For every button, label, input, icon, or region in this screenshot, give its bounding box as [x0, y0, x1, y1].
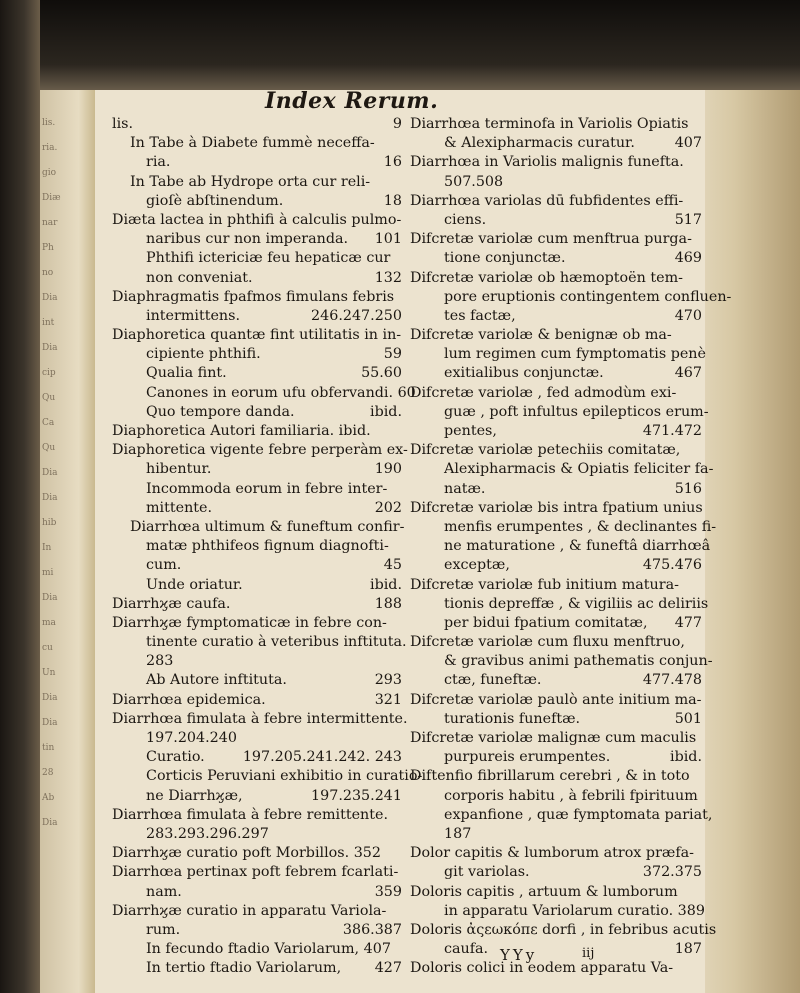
index-entry [410, 556, 702, 575]
index-entry [410, 767, 702, 786]
entry-text: Diarrhœa epidemica. [112, 691, 266, 708]
entry-text: purpureis erumpentes. [444, 749, 611, 766]
entry-text: Phthifi ictericiæ feu hepaticæ cur [146, 250, 391, 267]
index-entry [410, 671, 702, 690]
index-entry [112, 691, 402, 710]
index-entry [112, 556, 402, 575]
index-entry [410, 537, 711, 556]
index-entry [410, 288, 732, 307]
entry-text: In Tabe à Diabete fummè neceffa- [130, 135, 375, 152]
index-entry [112, 959, 402, 978]
index-entry [112, 518, 405, 537]
page-reference: 190 [374, 461, 402, 478]
bleed-fragment: Dia [42, 593, 58, 603]
bleed-fragment: int [42, 318, 55, 328]
page-reference: 18 [383, 192, 402, 209]
index-entry [112, 115, 402, 134]
entry-text: Difcretæ variolæ bis intra fpatium unius [410, 499, 703, 516]
entry-text: Incommoda eorum in febre inter- [146, 480, 388, 497]
entry-text: Doloris colici in eodem apparatu Va- [410, 960, 674, 977]
entry-text: lis. [112, 116, 134, 132]
index-entry [112, 364, 402, 383]
page-reference: 407 [674, 135, 702, 152]
entry-text: turationis funeftæ. [444, 710, 581, 727]
index-entry [112, 230, 402, 249]
page-reference: 517 [674, 211, 702, 228]
index-entry [112, 595, 402, 614]
entry-text: gioſè abſtinendum. [146, 192, 284, 209]
index-entry [112, 441, 408, 460]
index-entry [410, 883, 702, 902]
bleed-fragment: ma [42, 618, 56, 628]
catchword: YYy [500, 946, 538, 964]
entry-text: Ab Autore inftituta. [146, 672, 287, 689]
index-entry [410, 345, 706, 364]
entry-text: rum. [146, 921, 181, 938]
entry-text: Doloris ἀςεωκόπε dorfi , in febribus acutis [410, 921, 717, 938]
entry-text: natæ. [444, 480, 486, 497]
page-reference: 197.205.241.242. 243 [242, 749, 402, 766]
entry-text: matæ phthifeos fignum diagnofti- [146, 538, 389, 555]
entry-text: Difcretæ variolæ paulò ante initium ma- [410, 691, 702, 708]
entry-text: Diarrhϗæ caufa. [112, 595, 231, 612]
bleed-fragment: hib [42, 518, 57, 528]
entry-text: pentes, [444, 423, 497, 439]
bleed-fragment: Ab [42, 793, 55, 803]
page-reference: 469 [674, 250, 702, 267]
index-entry [410, 902, 705, 921]
index-entry [112, 614, 402, 633]
entry-text: naribus cur non imperanda. [146, 231, 349, 248]
entry-text: menfis erumpentes , & declinantes fi- [444, 518, 717, 535]
entry-text: git variolas. [444, 864, 530, 881]
index-entry [410, 710, 702, 729]
page-reference: 386.387 [342, 921, 402, 938]
entry-text: In tertio ftadio Variolarum, [146, 960, 342, 977]
page-reference: 471.472 [642, 423, 702, 439]
index-entry [112, 326, 402, 345]
page-reference: 55.60 [361, 365, 402, 382]
entry-text: lum regimen cum fymptomatis penè [444, 346, 706, 363]
index-entry [410, 422, 702, 441]
index-entry [410, 192, 702, 211]
entry-text: nam. [146, 883, 182, 900]
index-entry [410, 921, 717, 940]
page-reference: 475.476 [642, 557, 702, 574]
page-reference: 16 [383, 154, 402, 171]
entry-text: ria. [146, 154, 171, 171]
entry-text: Difcretæ variolæ cum fluxu menftruo, [410, 634, 685, 651]
index-entry [112, 806, 402, 825]
index-entry [410, 307, 702, 326]
index-entry [112, 134, 402, 153]
entry-text: non conveniat. [146, 269, 253, 286]
entry-text: ne maturatione , & funeftâ diarrhœâ [444, 538, 711, 555]
bleed-fragment: tin [42, 743, 55, 753]
entry-text: Diarrhϗæ curatio poft Morbillos. 352 [112, 845, 381, 862]
entry-text: Diaphragmatis fpafmos fimulans febris [112, 288, 395, 305]
entry-text: tione conjunctæ. [444, 250, 566, 267]
index-entry [112, 671, 402, 690]
page-reference: 132 [374, 269, 402, 286]
entry-text: In Tabe ab Hydrope orta cur reli- [130, 173, 371, 190]
entry-text: tionis depreffæ , & vigiliis ac deliriis [444, 595, 709, 612]
index-entry [410, 940, 702, 959]
index-entry [112, 844, 402, 863]
entry-text: Diæta lactea in phthifi à calculis pulmo- [112, 211, 402, 228]
bleed-fragment: Dia [42, 693, 58, 703]
index-entry [112, 902, 402, 921]
index-entry [112, 921, 402, 940]
index-entry [112, 269, 402, 288]
index-entry [112, 787, 402, 806]
index-entry [112, 153, 402, 172]
bleed-fragment: gio [42, 168, 57, 178]
index-entry [112, 825, 402, 844]
index-entry [410, 652, 713, 671]
index-entry [410, 576, 702, 595]
page-reference: 59 [383, 346, 402, 363]
bleed-fragment: mi [42, 568, 54, 578]
entry-text: Diarrhœa fimulata à febre intermittente. [112, 710, 408, 727]
bleed-fragment: no [42, 268, 54, 278]
bleed-fragment: Un [42, 668, 56, 678]
entry-text: Diarrhœa pertinax poft febrem fcarlati- [112, 864, 399, 881]
running-head: Index Rerum. [265, 88, 439, 114]
index-entry [410, 844, 702, 863]
index-entry [410, 326, 702, 345]
entry-text: Dolor capitis & lumborum atrox præfa- [410, 845, 694, 862]
entry-text: Qualia fint. [146, 365, 227, 382]
page-reference: 246.247.250 [311, 307, 402, 324]
entry-text: Diarrhœa terminofa in Variolis Opiatis [410, 116, 689, 132]
entry-text: exitialibus conjunctæ. [444, 365, 604, 382]
facing-page-bleed [40, 90, 95, 993]
index-entry [112, 499, 402, 518]
index-entry [410, 518, 717, 537]
signature-mark: iij [582, 946, 595, 961]
bleed-fragment: Dia [42, 718, 58, 728]
index-entry [112, 173, 402, 192]
index-entry [112, 288, 402, 307]
bleed-fragment: cip [42, 368, 56, 378]
index-entry [410, 230, 702, 249]
index-entry [410, 806, 713, 825]
index-entry [410, 153, 702, 172]
entry-text: Alexipharmacis & Opiatis feliciter fa- [444, 461, 714, 478]
index-entry [410, 499, 702, 518]
index-entry [112, 537, 402, 556]
index-entry [410, 384, 702, 403]
bleed-fragment: Dia [42, 818, 58, 828]
bleed-fragment: Dia [42, 493, 58, 503]
entry-text: mittente. [146, 499, 213, 516]
entry-text: ne Diarrhϗæ, [146, 787, 243, 804]
bleed-fragment: nar [42, 218, 58, 228]
page-reference: 467 [674, 365, 702, 382]
index-entry [112, 384, 416, 403]
index-entry [410, 115, 702, 134]
page-reference: ibid. [370, 576, 402, 593]
entry-text: corporis habitu , à febrili fpirituum [444, 787, 698, 804]
index-entry [410, 364, 702, 383]
index-entry [112, 652, 402, 671]
index-entry [410, 748, 702, 767]
page-reference: 372.375 [642, 864, 702, 881]
page-reference: 45 [383, 557, 402, 574]
index-entry [112, 403, 402, 422]
bleed-fragment: Qu [42, 443, 56, 453]
entry-text: 283 [146, 653, 174, 670]
entry-text: Diarrhϗæ curatio in apparatu Variola- [112, 902, 387, 919]
entry-text: Diftenfio fibrillarum cerebri , & in toto [410, 768, 690, 785]
index-entry [112, 249, 402, 268]
page-reference: 187 [674, 941, 702, 958]
index-entry [410, 595, 709, 614]
entry-text: guæ , poft infultus epilepticos erum- [444, 403, 709, 420]
index-entry [112, 422, 402, 441]
entry-text: 187 [444, 825, 472, 842]
entry-text: Difcretæ variolæ fub initium matura- [410, 576, 679, 593]
entry-text: 507.508 [444, 173, 504, 190]
bleed-fragment: 28 [42, 768, 54, 778]
entry-text: Difcretæ variolæ & benignæ ob ma- [410, 327, 672, 344]
index-entry [410, 249, 702, 268]
entry-text: Curatio. [146, 749, 205, 766]
page-reference: 477.478 [642, 672, 702, 689]
page-reference: 202 [374, 499, 402, 516]
index-entry [410, 691, 702, 710]
bleed-fragment: cu [42, 643, 53, 653]
entry-text: 283.293.296.297 [146, 825, 269, 842]
index-entry [112, 460, 402, 479]
entry-text: Diarrhϗæ fymptomaticæ in febre con- [112, 614, 387, 631]
page-reference: 427 [374, 960, 402, 977]
bleed-fragment: Ca [42, 418, 55, 428]
index-entry [112, 345, 402, 364]
index-entry [410, 863, 702, 882]
index-entry [112, 729, 402, 748]
index-entry [410, 211, 702, 230]
entry-text: Diarrhœa in Variolis malignis funefta. [410, 154, 684, 171]
entry-text: hibentur. [146, 461, 212, 478]
page-reference: 470 [674, 307, 702, 324]
bleed-fragment: Dia [42, 343, 58, 353]
bleed-fragment: Dia [42, 293, 58, 303]
entry-text: in apparatu Variolarum curatio. 389 [444, 902, 705, 919]
index-entry [410, 460, 714, 479]
entry-text: cipiente phthifi. [146, 346, 261, 363]
top-shadow [40, 0, 800, 92]
index-entry [112, 192, 402, 211]
entry-text: caufa. [444, 941, 489, 958]
bleed-fragment: Dia [42, 468, 58, 478]
index-entry [112, 480, 402, 499]
page-reference: 188 [374, 595, 402, 612]
page-reference: 359 [374, 883, 402, 900]
index-entry [112, 576, 402, 595]
entry-text: Corticis Peruviani exhibitio in curatio- [146, 768, 423, 785]
entry-text: Difcretæ variolæ , fed admodùm exi- [410, 384, 677, 401]
entry-text: expanfione , quæ fymptomata pariat, [444, 806, 713, 823]
index-entry [112, 940, 402, 959]
entry-text: In fecundo ftadio Variolarum, 407 [146, 941, 391, 958]
entry-text: Diaphoretica vigente febre perperàm ex- [112, 442, 408, 459]
index-entry [410, 441, 702, 460]
entry-text: cum. [146, 557, 182, 574]
index-entry [410, 269, 702, 288]
bleed-fragment: Diæ [42, 193, 61, 203]
entry-text: Diarrhœa fimulata à febre remittente. [112, 806, 388, 823]
index-entry [112, 211, 402, 230]
entry-text: Difcretæ variolæ petechiis comitatæ, [410, 442, 681, 459]
entry-text: Difcretæ variolæ cum menftrua purga- [410, 231, 692, 248]
bleed-fragment: lis. [42, 118, 56, 128]
entry-text: Diaphoretica Autori familiaria. ibid. [112, 423, 371, 439]
entry-text: Quo tempore danda. [146, 403, 295, 420]
book-gutter-shadow [0, 0, 40, 993]
entry-text: Diaphoretica quantæ fint utilitatis in in- [112, 327, 402, 344]
entry-text: per bidui fpatium comitatæ, [444, 614, 648, 631]
index-column-left [112, 115, 423, 978]
index-entry [410, 729, 702, 748]
index-entry [112, 633, 407, 652]
bleed-fragment: ria. [42, 143, 58, 153]
index-entry [410, 633, 702, 652]
entry-text: exceptæ, [444, 557, 510, 574]
entry-text: tinente curatio à veteribus inftituta. [146, 634, 407, 651]
page-reference: 293 [374, 672, 402, 689]
entry-text: ctæ, funeftæ. [444, 672, 542, 689]
entry-text: tes factæ, [444, 307, 516, 324]
page-reference: 516 [674, 480, 702, 497]
page-reference: ibid. [670, 749, 702, 766]
index-entry [112, 767, 423, 786]
index-entry [410, 825, 702, 844]
entry-text: & gravibus animi pathematis conjun- [444, 653, 713, 670]
index-entry [410, 480, 702, 499]
page-reference: ibid. [370, 403, 402, 420]
page-reference: 321 [374, 691, 402, 708]
page-reference: 9 [392, 116, 402, 132]
bleed-fragment: Ph [42, 243, 54, 253]
entry-text: ciens. [444, 211, 487, 228]
index-entry [112, 748, 402, 767]
index-entry [410, 787, 702, 806]
entry-text: Unde oriatur. [146, 576, 243, 593]
index-column-right [410, 115, 732, 978]
page-reference: 501 [674, 710, 702, 727]
index-entry [112, 710, 408, 729]
entry-text: Canones in eorum ufu obfervandi. 60 [146, 384, 416, 401]
page-reference: 197.235.241 [311, 787, 402, 804]
index-entry [410, 134, 702, 153]
entry-text: 197.204.240 [146, 730, 237, 746]
index-entry [112, 307, 402, 326]
page-reference: 101 [374, 231, 402, 248]
index-entry [410, 173, 702, 192]
bleed-fragment: In [42, 543, 52, 553]
entry-text: Difcretæ variolæ ob hæmoptoën tem- [410, 269, 683, 286]
index-entry [112, 883, 402, 902]
bleed-fragment: Qu [42, 393, 56, 403]
index-entry [112, 863, 402, 882]
entry-text: Doloris capitis , artuum & lumborum [410, 883, 678, 900]
index-entry [410, 959, 702, 978]
entry-text: intermittens. [146, 307, 240, 324]
index-entry [410, 403, 709, 422]
entry-text: Diarrhœa ultimum & funeftum confir- [130, 518, 405, 535]
index-entry [410, 614, 702, 633]
entry-text: Diarrhœa variolas dū fubfidentes effi- [410, 192, 684, 209]
page-reference: 477 [674, 614, 702, 631]
entry-text: pore eruptionis contingentem confluen- [444, 288, 732, 305]
entry-text: & Alexipharmacis curatur. [444, 135, 635, 152]
entry-text: Difcretæ variolæ malignæ cum maculis [410, 730, 697, 746]
